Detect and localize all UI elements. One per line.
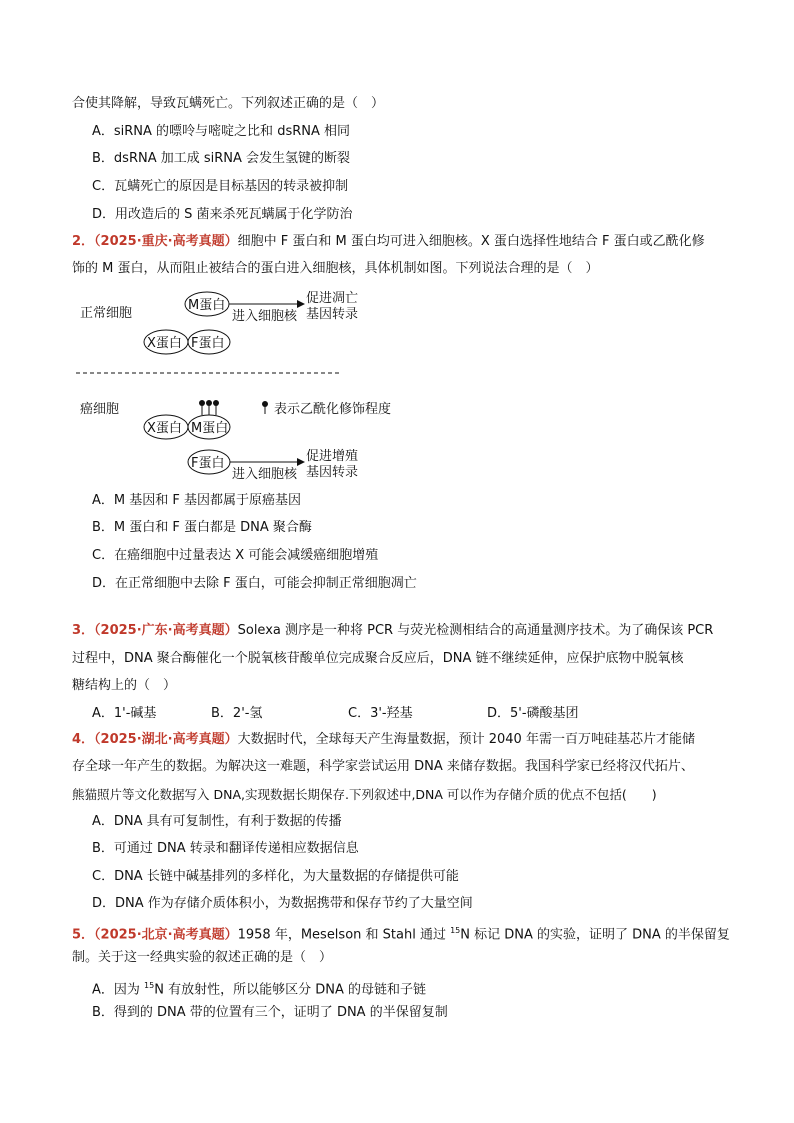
q5-option-a-text-b: N 有放射性，所以能够区分 DNA 的母链和子链 xyxy=(154,982,426,998)
q2-option-c: C．在癌细胞中过量表达 X 可能会减缓癌细胞增殖 xyxy=(92,548,379,563)
q4-stem-text: 大数据时代，全球每天产生海量数据，预计 2040 年需一百万吨硅基芯片才能储 xyxy=(237,732,695,747)
q3-option-b: B．2'-氢 xyxy=(211,706,263,721)
q5-option-b: B．得到的 DNA 带的位置有三个，证明了 DNA 的半保留复制 xyxy=(92,1005,448,1020)
q4-source: （2025·湖北·高考真题） xyxy=(94,732,238,747)
q4-stem-line2: 存全球一年产生的数据。为解决这一难题，科学家尝试运用 DNA 来储存数据。我国科学家已经将汉代拓片、 xyxy=(72,759,694,774)
f-protein-normal-label: F蛋白 xyxy=(191,336,225,351)
q5-isotope-sup: 15 xyxy=(450,926,461,935)
q3-number: 3． xyxy=(72,623,95,638)
q4-stem-line1 xyxy=(72,731,695,749)
q5-option-a-text-a: A．因为 xyxy=(92,982,145,998)
q2-source: （2025·重庆·高考真题） xyxy=(94,234,238,249)
q2-option-d: D．在正常细胞中去除 F 蛋白，可能会抑制正常细胞凋亡 xyxy=(92,576,417,591)
arrow-normal-head xyxy=(297,300,305,308)
q2-stem-text: 细胞中 F 蛋白和 M 蛋白均可进入细胞核。X 蛋白选择性地结合 F 蛋白或乙酰化修 xyxy=(237,234,705,249)
x-protein-cancer-label: X蛋白 xyxy=(147,421,182,436)
q3-option-a: A．1'-碱基 xyxy=(92,706,157,721)
q5-number: 5． xyxy=(72,927,95,943)
f-protein-cancer-label: F蛋白 xyxy=(191,456,225,471)
q5-option-a-sup: 15 xyxy=(144,981,155,990)
q3-stem-line1 xyxy=(72,622,713,640)
q1-stem: 合使其降解，导致瓦螨死亡。下列叙述正确的是（ ） xyxy=(72,96,385,111)
q5-stem-text-b: N 标记 DNA 的实验，证明了 DNA 的半保留复 xyxy=(460,927,730,943)
enter-nucleus-cancer: 进入细胞核 xyxy=(232,467,298,482)
q3-stem-line2: 过程中，DNA 聚合酶催化一个脱氧核苷酸单位完成聚合反应后，DNA 链不继续延伸，应保护底物中脱氧核 xyxy=(72,651,684,666)
acetylation-legend-text: 表示乙酰化修饰程度 xyxy=(274,402,392,417)
arrow-cancer-head xyxy=(297,458,305,466)
enter-nucleus-normal: 进入细胞核 xyxy=(232,309,298,324)
q2-number: 2． xyxy=(72,234,95,249)
apoptosis-label-1: 促进凋亡 xyxy=(306,291,359,306)
q3-option-d: D．5'-磷酸基团 xyxy=(487,706,579,721)
q5-source: （2025·北京·高考真题） xyxy=(94,927,238,943)
q4-option-a: A．DNA 具有可复制性，有利于数据的传播 xyxy=(92,814,342,829)
q2-stem-line2: 饰的 M 蛋白，从而阻止被结合的蛋白进入细胞核，具体机制如图。下列说法合理的是（ ） xyxy=(72,261,599,276)
apoptosis-label-2: 基因转录 xyxy=(306,307,359,322)
q1-option-a: A．siRNA 的嘌呤与嘧啶之比和 dsRNA 相同 xyxy=(92,124,351,139)
q1-option-c: C．瓦螨死亡的原因是目标基因的转录被抑制 xyxy=(92,179,349,194)
x-protein-normal-label: X蛋白 xyxy=(147,336,182,351)
cancer-cell-label: 癌细胞 xyxy=(80,402,120,417)
m-protein-cancer-label: M蛋白 xyxy=(191,421,229,436)
q2-mechanism-diagram xyxy=(72,286,432,486)
q5-stem-line2: 制。关于这一经典实验的叙述正确的是（ ） xyxy=(72,950,333,965)
q2-option-a: A．M 基因和 F 基因都属于原癌基因 xyxy=(92,493,301,508)
proliferation-label-2: 基因转录 xyxy=(306,465,359,480)
q3-source: （2025·广东·高考真题） xyxy=(94,623,238,638)
q4-option-d: D．DNA 作为存储介质体积小，为数据携带和保存节约了大量空间 xyxy=(92,896,473,911)
m-protein-normal-label: M蛋白 xyxy=(188,298,226,313)
q5-option-a xyxy=(92,977,426,999)
q3-stem-line3: 糖结构上的（ ） xyxy=(72,678,177,693)
acetylation-legend-icon xyxy=(262,401,268,414)
acetylation-pins xyxy=(199,400,219,415)
q2-stem-line1 xyxy=(72,233,705,251)
q5-stem-line1 xyxy=(72,922,730,944)
q1-option-b: B．dsRNA 加工成 siRNA 会发生氢键的断裂 xyxy=(92,151,351,166)
q4-number: 4． xyxy=(72,732,95,747)
q1-option-d: D．用改造后的 S 菌来杀死瓦螨属于化学防治 xyxy=(92,207,353,222)
q3-option-c: C．3'-羟基 xyxy=(348,706,413,721)
q4-option-b: B．可通过 DNA 转录和翻译传递相应数据信息 xyxy=(92,841,359,856)
proliferation-label-1: 促进增殖 xyxy=(306,449,359,464)
q3-stem-text: Solexa 测序是一种将 PCR 与荧光检测相结合的高通量测序技术。为了确保该 PCR xyxy=(237,623,714,638)
q2-option-b: B．M 蛋白和 F 蛋白都是 DNA 聚合酶 xyxy=(92,520,312,535)
normal-cell-label: 正常细胞 xyxy=(80,306,133,321)
q4-option-c: C．DNA 长链中碱基排列的多样化，为大量数据的存储提供可能 xyxy=(92,869,459,884)
q5-stem-text-a: 1958 年，Meselson 和 Stahl 通过 xyxy=(237,927,451,943)
q4-stem-line3: 熊猫照片等文化数据写入 DNA,实现数据长期保存.下列叙述中,DNA 可以作为存储介质的优点不包括( ) xyxy=(72,787,657,802)
